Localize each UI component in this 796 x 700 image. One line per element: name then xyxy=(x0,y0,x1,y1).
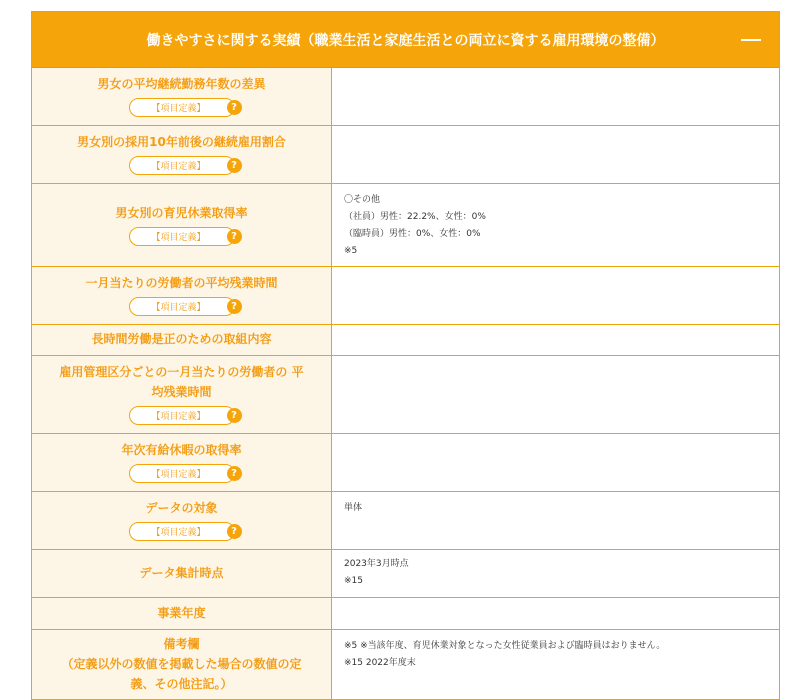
definition-button[interactable] xyxy=(129,522,235,541)
definition-button[interactable] xyxy=(129,98,235,117)
table-row xyxy=(32,126,779,184)
row-label: 事業年度 xyxy=(157,605,206,620)
row-value: ※15 xyxy=(344,576,363,586)
definition-label: 【項目定義】 xyxy=(151,528,206,538)
row-label: 均残業時間 xyxy=(151,385,212,399)
row-label-cell xyxy=(32,267,331,324)
table-row xyxy=(32,356,779,434)
row-label: 年次有給休暇の取得率 xyxy=(121,443,242,457)
row-label: データの対象 xyxy=(145,501,218,515)
row-value-cell xyxy=(331,434,779,491)
row-value: 2023年3月時点 xyxy=(344,559,409,569)
table-row xyxy=(32,434,779,492)
definition-label: 【項目定義】 xyxy=(151,162,206,172)
definition-label: 【項目定義】 xyxy=(151,303,206,313)
definition-button[interactable] xyxy=(129,227,235,246)
row-label-cell xyxy=(32,356,331,433)
row-value: ※15 2022年度末 xyxy=(344,658,416,668)
row-value: 〇その他 xyxy=(344,195,381,205)
row-value: （社員）男性：22.2%、女性：0% xyxy=(344,212,486,222)
table-row xyxy=(32,630,779,700)
row-value-cell xyxy=(331,630,779,699)
minus-icon[interactable] xyxy=(741,39,761,41)
row-label-cell xyxy=(32,68,331,125)
work-environment-panel xyxy=(31,11,780,700)
row-label: 備考欄 xyxy=(163,636,200,651)
table-row xyxy=(32,325,779,356)
row-label: データ集計時点 xyxy=(139,565,224,580)
row-value-cell xyxy=(331,325,779,355)
table-row xyxy=(32,492,779,550)
row-label-cell xyxy=(32,434,331,491)
row-value: （臨時員）男性：0%、女性：0% xyxy=(344,229,481,239)
row-label: 男女別の採用10年前後の継続雇用割合 xyxy=(77,135,286,149)
row-value-cell xyxy=(331,184,779,266)
question-circle-icon[interactable]: ? xyxy=(227,100,242,115)
row-label-cell xyxy=(32,184,331,266)
row-label-cell xyxy=(32,126,331,183)
row-value-cell xyxy=(331,68,779,125)
question-circle-icon[interactable]: ? xyxy=(227,158,242,173)
row-value-cell xyxy=(331,267,779,324)
section-title: 働きやすさに関する実績（職業生活と家庭生活との両立に資する雇用環境の整備） xyxy=(146,32,665,49)
row-label: （定義以外の数値を掲載した場合の数値の定 xyxy=(61,656,302,671)
data-table xyxy=(32,68,779,700)
section-header[interactable] xyxy=(32,12,779,68)
table-row xyxy=(32,598,779,630)
table-row xyxy=(32,184,779,267)
row-label: 長時間労働是正のための取組内容 xyxy=(91,332,272,346)
table-row xyxy=(32,550,779,598)
definition-button[interactable] xyxy=(129,464,235,483)
row-label-cell xyxy=(32,630,331,699)
row-label-cell xyxy=(32,492,331,549)
question-circle-icon[interactable]: ? xyxy=(227,299,242,314)
row-label-cell xyxy=(32,325,331,355)
definition-label: 【項目定義】 xyxy=(151,104,206,114)
definition-button[interactable] xyxy=(129,156,235,175)
row-label: 義、その他注記。） xyxy=(130,676,233,691)
definition-label: 【項目定義】 xyxy=(151,470,206,480)
row-value-cell xyxy=(331,550,779,597)
definition-button[interactable] xyxy=(129,406,235,425)
row-label: 男女別の育児休業取得率 xyxy=(115,205,248,220)
row-value: ※5 ※当該年度、育児休業対象となった女性従業員および臨時員はおりません。 xyxy=(344,641,666,651)
definition-button[interactable] xyxy=(129,297,235,316)
row-value: 単体 xyxy=(344,503,363,513)
row-value-cell xyxy=(331,356,779,433)
row-label: 雇用管理区分ごとの一月当たりの労働者の 平 xyxy=(59,365,304,379)
definition-label: 【項目定義】 xyxy=(151,412,206,422)
definition-label: 【項目定義】 xyxy=(151,232,206,243)
row-value-cell xyxy=(331,126,779,183)
question-circle-icon[interactable]: ? xyxy=(227,524,242,539)
row-value: ※5 xyxy=(344,246,358,256)
question-circle-icon[interactable]: ? xyxy=(227,229,242,244)
row-label-cell xyxy=(32,550,331,597)
question-circle-icon[interactable]: ? xyxy=(227,408,242,423)
table-row xyxy=(32,68,779,126)
row-value-cell xyxy=(331,492,779,549)
row-label: 一月当たりの労働者の平均残業時間 xyxy=(85,276,278,290)
question-circle-icon[interactable]: ? xyxy=(227,466,242,481)
row-label-cell xyxy=(32,598,331,629)
row-label: 男女の平均継続勤務年数の差異 xyxy=(97,77,266,91)
row-value-cell xyxy=(331,598,779,629)
table-row xyxy=(32,267,779,325)
